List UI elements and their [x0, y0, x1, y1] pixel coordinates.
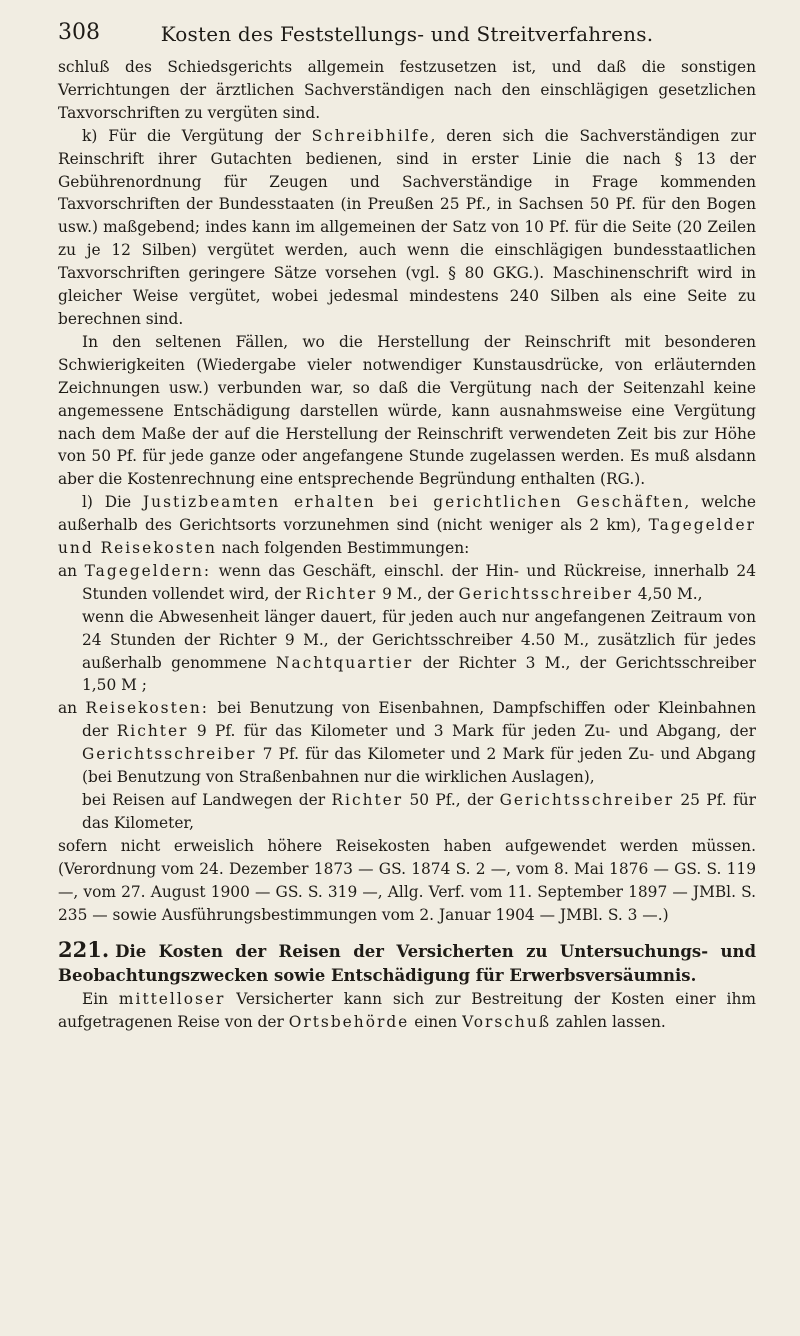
- a-lead: an: [58, 561, 78, 580]
- a-gerichtsschreiber: Gerichtsschreiber: [458, 584, 633, 603]
- a-text-4: wenn die Abwesenheit länger dauert, für jeden auch nur angefangenen Zeitraum von 24 Stunden der Richter 9 M., der Gerichtsschreiber 4.50 M., zusätzlich für jedes außerhalb genommene: [82, 607, 756, 672]
- b-richter-2: Richter: [331, 791, 404, 809]
- a-text-3: 4,50 M.,: [637, 584, 703, 603]
- a-text-2: 9 M., der: [382, 584, 454, 603]
- l-tagegelder: [58, 560, 756, 606]
- b-richter: Richter: [116, 722, 189, 741]
- b-text-4: bei Reisen auf Landwegen der: [82, 791, 326, 809]
- a-text-1: wenn das Geschäft, einschl. der Hin- und Rückreise, innerhalb 24 Stunden vollendet wird, der: [82, 561, 756, 603]
- s221-term-1: mittelloser: [118, 990, 226, 1009]
- page-body: [58, 56, 756, 1034]
- section-221-heading: [58, 938, 756, 988]
- s221-text-2: Versicherter kann sich zur Bestreitung der Kosten einer ihm aufgetragenen Reise von der: [58, 990, 756, 1032]
- l-term-2: Tagegelder und Reisekosten: [58, 516, 756, 558]
- k-term: Schreibhilfe: [311, 126, 431, 145]
- section-221-text: [58, 988, 756, 1034]
- s221-term-2: Ortsbehörde: [288, 1013, 410, 1032]
- k-text: , deren sich die Sachverständigen zur Reinschrift ihrer Gutachten bedienen, sind in erster Linie die nach § 13 der Gebührenordnung für Zeugen und Sachverständige in Frage kommenden Taxvorschriften der Bundesstaaten (in Preußen 25 Pf., in Sachsen 50 Pf. für den Bogen usw.) maßgebend; indes kann im allgemeinen der Satz von 10 Pf. für die Seite (20 Zeilen zu je 12 Silben) vergütet werden, auch wenn die einschlägigen bundesstaatlichen Taxvorschriften geringere Sätze vorsehen (vgl. § 80 GKG.). Maschinenschrift wird in gleicher Weise vergütet, wobei jedesmal mindestens 240 Silben als eine Seite zu berechnen sind.: [58, 126, 756, 328]
- paragraph-k: [58, 125, 756, 331]
- a-text-5: der Richter 3 M., der Gerichtsschreiber 1,50 M ;: [82, 653, 756, 695]
- l-reisekosten-2: [58, 789, 756, 835]
- b-text-5: 50 Pf., der: [409, 791, 494, 809]
- l-text-1: , welche außerhalb des Gerichtsorts vorzunehmen sind (nicht weniger als 2 km),: [58, 493, 756, 535]
- page-number: 308: [58, 20, 100, 45]
- l-tagegelder-2: [58, 606, 756, 698]
- l-term-1: Justizbeamten erhalten bei gerichtlichen Geschäften: [143, 493, 685, 512]
- b-text-6: 25 Pf. für das Kilometer,: [82, 791, 756, 832]
- a-term: Tagegeldern:: [84, 561, 212, 580]
- a-nachtquartier: Nachtquartier: [276, 653, 414, 672]
- b-term: Reisekosten:: [85, 699, 209, 718]
- s221-text-1: Ein: [82, 990, 109, 1009]
- paragraph-l: [58, 491, 756, 560]
- l-tail: sofern nicht erweislich höhere Reisekosten haben aufgewendet werden müssen. (Verordnung vom 24. Dezember 1873 — GS. 1874 S. 2 —, vom 8. Mai 1876 — GS. S. 119 —, vom 27. August 1900 — GS. S. 319 —, Allg. Verf. vom 11. September 1897 — JMBl. S. 235 — sowie Ausführungsbestimmungen vom 2. Januar 1904 — JMBl. S. 3 —.): [58, 836, 756, 924]
- k-label: k) Für die Vergütung der: [82, 126, 301, 145]
- section-title: Die Kosten der Reisen der Versicherten zu Untersuchungs- und Beobachtungszwecken sowie Entschädigung für Erwerbsversäumnis.: [58, 942, 756, 986]
- s221-text-3: einen: [414, 1013, 458, 1032]
- paragraph-intro: schluß des Schiedsgerichts allgemein festzusetzen ist, und daß die sonstigen Verrichtungen der ärztlichen Sachverständigen nach den einschlägigen gesetzlichen Taxvorschriften zu vergüten sind.: [58, 58, 756, 122]
- page-header: [58, 20, 756, 56]
- l-text-2: nach folgenden Bestimmungen:: [221, 539, 470, 558]
- b-text-2: 9 Pf. für das Kilometer und 3 Mark für jeden Zu- und Abgang, der: [196, 722, 756, 741]
- paragraph-k-2: In den seltenen Fällen, wo die Herstellung der Reinschrift mit besonderen Schwierigkeiten (Wiedergabe vieler notwendiger Kunstausdrücke, von erläuternden Zeichnungen usw.) verbunden war, so daß die Vergütung nach der Seitenzahl keine angemessene Entschädigung darstellen würde, kann ausnahmsweise eine Vergütung nach dem Maße der auf die Herstellung der Reinschrift verwendeten Zeit bis zur Höhe von 50 Pf. für jede ganze oder angefangene Stunde zugelassen werden. Es muß alsdann aber die Kostenrechnung eine entsprechende Begründung enthalten (RG.).: [58, 332, 756, 489]
- s221-text-4: zahlen lassen.: [555, 1013, 666, 1032]
- l-reisekosten: [58, 697, 756, 789]
- b-text-1: bei Benutzung von Eisenbahnen, Dampfschiffen oder Kleinbahnen der: [82, 699, 756, 741]
- b-lead: an: [58, 699, 78, 718]
- b-gerichtsschreiber: Gerichtsschreiber: [82, 745, 257, 764]
- l-label: l) Die: [82, 493, 132, 512]
- s221-term-3: Vorschuß: [462, 1013, 552, 1032]
- a-richter: Richter: [305, 584, 378, 603]
- running-title: Kosten des Feststellungs- und Streitverfahrens.: [160, 22, 654, 46]
- b-text-3: 7 Pf. für das Kilometer und 2 Mark für jeden Zu- und Abgang (bei Benutzung von Straßenbahnen nur die wirklichen Auslagen),: [82, 745, 756, 787]
- b-gerichtsschreiber-2: Gerichtsschreiber: [499, 791, 675, 809]
- section-number: 221.: [58, 937, 110, 963]
